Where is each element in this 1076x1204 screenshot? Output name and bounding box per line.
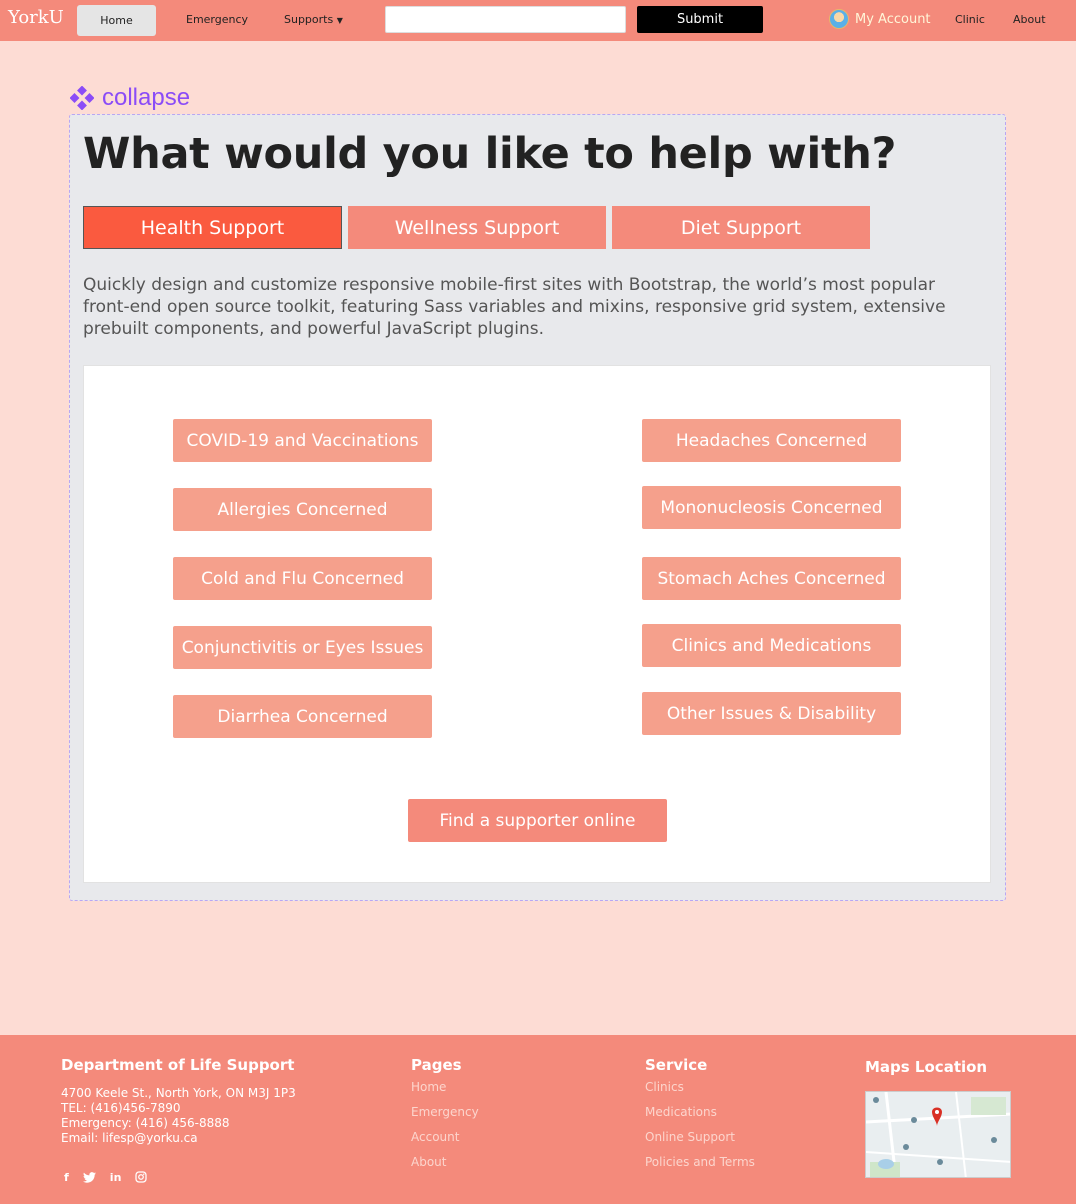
footer [0, 1035, 1076, 1204]
caret-down-icon: ▼ [336, 16, 343, 25]
find-supporter-button[interactable]: Find a supporter online [408, 799, 667, 842]
map-image [866, 1092, 1011, 1178]
footer-service-title: Service [645, 1056, 708, 1074]
footer-link-clinics[interactable]: Clinics [645, 1080, 684, 1094]
navbar [0, 0, 1076, 41]
my-account-link[interactable] [829, 9, 931, 29]
intro-text: Quickly design and customize responsive mobile-first sites with Bootstrap, the world’s most popular front-end open source toolkit, featuring Sass variables and mixins, responsive grid system, extensive prebuilt components, and powerful JavaScript plugins. [83, 275, 946, 339]
linkedin-icon[interactable]: in [109, 1171, 122, 1184]
footer-link-about[interactable]: About [411, 1155, 447, 1169]
avatar-icon [829, 9, 849, 29]
tab-health-support[interactable]: Health Support [83, 206, 342, 249]
footer-link-online-support[interactable]: Online Support [645, 1130, 735, 1144]
collapse-toggle[interactable] [70, 84, 190, 112]
footer-emergency: Emergency: (416) 456-8888 [61, 1116, 230, 1130]
footer-address: 4700 Keele St., North York, ON M3J 1P3 [61, 1086, 296, 1100]
nav-supports-label: Supports [284, 13, 334, 26]
instagram-icon[interactable] [135, 1168, 147, 1187]
facebook-icon[interactable]: f [64, 1171, 69, 1184]
topics-card [83, 365, 991, 883]
topic-button-cold-flu[interactable]: Cold and Flu Concerned [173, 557, 432, 600]
footer-email: Email: lifesp@yorku.ca [61, 1131, 198, 1145]
tab-diet-support[interactable]: Diet Support [612, 206, 870, 249]
footer-maps-title: Maps Location [865, 1058, 988, 1076]
footer-link-medications[interactable]: Medications [645, 1105, 717, 1119]
nav-clinic-link[interactable]: Clinic [955, 13, 985, 26]
footer-link-emergency[interactable]: Emergency [411, 1105, 479, 1119]
account-label: My Account [855, 11, 931, 27]
nav-emergency-link[interactable]: Emergency [186, 13, 249, 26]
page-title: What would you like to help with? [83, 129, 897, 179]
topic-button-covid[interactable]: COVID-19 and Vaccinations [173, 419, 432, 462]
nav-supports-dropdown[interactable] [284, 13, 343, 26]
topic-button-stomach-aches[interactable]: Stomach Aches Concerned [642, 557, 901, 600]
topic-button-mononucleosis[interactable]: Mononucleosis Concerned [642, 486, 901, 529]
topic-button-diarrhea[interactable]: Diarrhea Concerned [173, 695, 432, 738]
components-icon [70, 86, 94, 110]
footer-link-home[interactable]: Home [411, 1080, 447, 1094]
topic-button-conjunctivitis[interactable]: Conjunctivitis or Eyes Issues [173, 626, 432, 669]
map-thumbnail[interactable] [865, 1091, 1011, 1178]
nav-home-button[interactable]: Home [77, 5, 156, 36]
topic-button-other-issues[interactable]: Other Issues & Disability [642, 692, 901, 735]
nav-about-link[interactable]: About [1013, 13, 1046, 26]
footer-link-account[interactable]: Account [411, 1130, 460, 1144]
footer-dept-title: Department of Life Support [61, 1056, 295, 1074]
topic-button-clinics-medications[interactable]: Clinics and Medications [642, 624, 901, 667]
footer-pages-title: Pages [411, 1056, 462, 1074]
help-panel [69, 114, 1006, 901]
footer-link-policies[interactable]: Policies and Terms [645, 1155, 755, 1169]
social-links [64, 1168, 161, 1187]
tab-wellness-support[interactable]: Wellness Support [348, 206, 606, 249]
submit-button[interactable]: Submit [637, 6, 763, 33]
brand-logo[interactable]: YorkU [8, 7, 64, 28]
twitter-icon[interactable] [83, 1168, 96, 1187]
collapse-label: collapse [102, 84, 191, 111]
topic-button-allergies[interactable]: Allergies Concerned [173, 488, 432, 531]
topic-button-headaches[interactable]: Headaches Concerned [642, 419, 901, 462]
footer-tel: TEL: (416)456-7890 [61, 1101, 181, 1115]
search-input[interactable] [385, 6, 626, 33]
